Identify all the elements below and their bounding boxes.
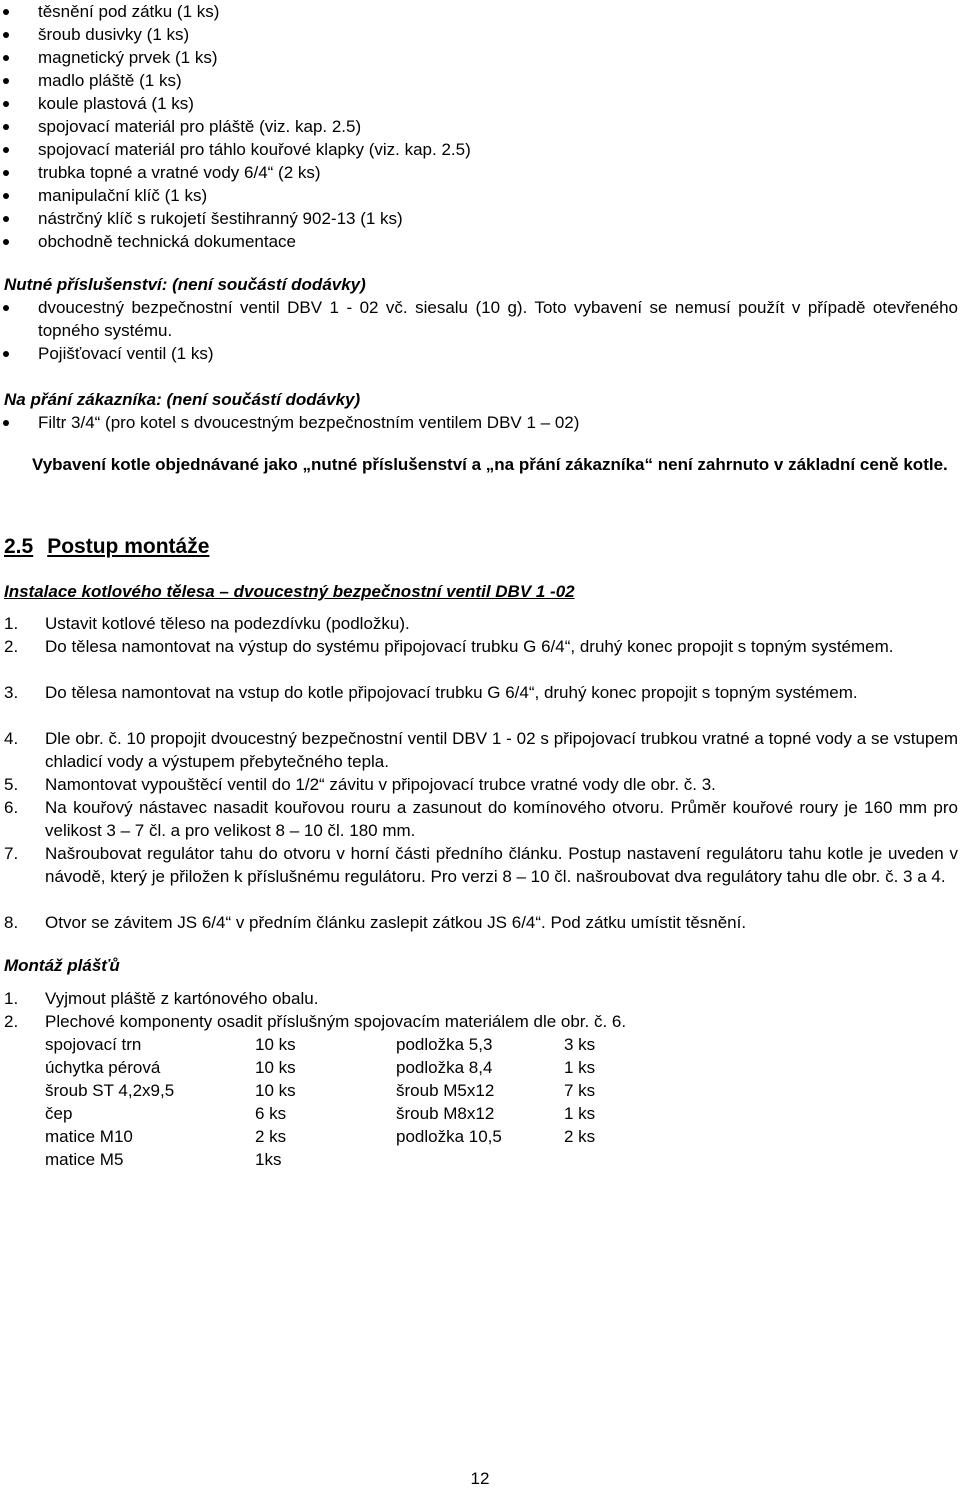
table-cell: šroub M5x12 bbox=[396, 1081, 495, 1100]
step-number: 1. bbox=[4, 989, 19, 1008]
table-cell: 10 ks bbox=[255, 1035, 296, 1054]
installation-heading: Instalace kotlového tělesa – dvoucestný bezpečnostní ventil DBV 1 -02 bbox=[4, 582, 575, 601]
table-cell: 1ks bbox=[255, 1150, 282, 1169]
page-number: 12 bbox=[470, 1469, 490, 1488]
step-number: 7. bbox=[4, 844, 19, 863]
required-accessories-heading: Nutné příslušenství: (není součástí dodávky) bbox=[4, 275, 366, 294]
table-cell: 6 ks bbox=[255, 1104, 287, 1123]
casing-heading: Montáž plášťů bbox=[4, 956, 120, 975]
list-item-text: dvoucestný bezpečnostní ventil DBV 1 - 02 vč. siesalu (10 g). Toto vybavení se nemusí použít v případě otevřeného topného systému. bbox=[38, 298, 958, 340]
bullet-icon bbox=[3, 216, 9, 222]
table-row bbox=[0, 1125, 958, 1148]
step-number: 6. bbox=[4, 798, 19, 817]
table-cell: šroub M8x12 bbox=[396, 1104, 495, 1123]
optional-accessories-heading: Na přání zákazníka: (není součástí dodávky) bbox=[4, 390, 361, 409]
table-cell: matice M10 bbox=[45, 1127, 133, 1146]
list-item-text: madlo pláště (1 ks) bbox=[38, 71, 182, 90]
step-text: Do tělesa namontovat na výstup do systému připojovací trubku G 6/4“, druhý konec propojit s topným systémem. bbox=[45, 637, 894, 656]
step-number: 4. bbox=[4, 729, 19, 748]
table-cell: 1 ks bbox=[564, 1058, 596, 1077]
table-cell: 7 ks bbox=[564, 1081, 596, 1100]
table-cell: 2 ks bbox=[564, 1127, 596, 1146]
bullet-icon bbox=[3, 147, 9, 153]
section-number: 2.5 bbox=[4, 535, 34, 558]
table-cell: 3 ks bbox=[564, 1035, 596, 1054]
list-item-text: obchodně technická dokumentace bbox=[38, 232, 297, 251]
table-cell: podložka 5,3 bbox=[396, 1035, 493, 1054]
bullet-icon bbox=[3, 55, 9, 61]
section-title: Postup montáže bbox=[47, 535, 210, 558]
list-item-text: Pojišťovací ventil (1 ks) bbox=[38, 344, 214, 363]
section-heading bbox=[4, 535, 209, 559]
bullet-icon bbox=[3, 101, 9, 107]
list-item-text: koule plastová (1 ks) bbox=[38, 94, 194, 113]
step-text: Otvor se závitem JS 6/4“ v předním článku zaslepit zátkou JS 6/4“. Pod zátku umístit těsnění. bbox=[45, 913, 747, 932]
bullet-icon bbox=[3, 124, 9, 130]
step-text: Našroubovat regulátor tahu do otvoru v horní části předního článku. Postup nastavení regulátoru tahu kotle je uveden v návodě, který je přiložen k příslušnému regulátoru. Pro verzi 8 – 10 čl. našroubovat dva regulátory tahu dle obr. č. 3 a 4. bbox=[45, 844, 958, 886]
bullet-icon bbox=[3, 9, 9, 15]
bullet-icon bbox=[3, 193, 9, 199]
table-cell: 10 ks bbox=[255, 1058, 296, 1077]
accessories-note: Vybavení kotle objednávané jako „nutné příslušenství a „na přání zákazníka“ není zahrnuto v základní ceně kotle. bbox=[32, 455, 948, 474]
step-number: 8. bbox=[4, 913, 19, 932]
bullet-icon bbox=[3, 351, 9, 357]
step-text: Dle obr. č. 10 propojit dvoucestný bezpečnostní ventil DBV 1 - 02 s připojovací trubkou vratné a topné vody a se vstupem chladicí vody a výstupem přebytečného tepla. bbox=[45, 729, 958, 771]
bullet-icon bbox=[3, 420, 9, 426]
bullet-icon bbox=[3, 78, 9, 84]
list-item-text: manipulační klíč (1 ks) bbox=[38, 186, 208, 205]
bullet-icon bbox=[3, 239, 9, 245]
table-cell: spojovací trn bbox=[45, 1035, 142, 1054]
step-number: 2. bbox=[4, 637, 19, 656]
list-item-text: nástrčný klíč s rukojetí šestihranný 902-13 (1 ks) bbox=[38, 209, 403, 228]
table-row bbox=[0, 1102, 958, 1125]
step-text: Vyjmout pláště z kartónového obalu. bbox=[45, 989, 319, 1008]
table-cell: podložka 8,4 bbox=[396, 1058, 493, 1077]
table-row bbox=[0, 1079, 958, 1102]
table-cell: šroub ST 4,2x9,5 bbox=[45, 1081, 175, 1100]
step-text: Plechové komponenty osadit příslušným spojovacím materiálem dle obr. č. 6. bbox=[45, 1012, 627, 1031]
table-cell: 1 ks bbox=[564, 1104, 596, 1123]
step-number: 3. bbox=[4, 683, 19, 702]
table-cell: 10 ks bbox=[255, 1081, 296, 1100]
table-cell: čep bbox=[45, 1104, 73, 1123]
step-number: 2. bbox=[4, 1012, 19, 1031]
list-item-text: šroub dusivky (1 ks) bbox=[38, 25, 190, 44]
list-item-text: spojovací materiál pro táhlo kouřové klapky (viz. kap. 2.5) bbox=[38, 140, 471, 159]
table-cell: matice M5 bbox=[45, 1150, 124, 1169]
step-number: 1. bbox=[4, 614, 19, 633]
list-item-text: těsnění pod zátku (1 ks) bbox=[38, 2, 220, 21]
step-text: Do tělesa namontovat na vstup do kotle připojovací trubku G 6/4“, druhý konec propojit s topným systémem. bbox=[45, 683, 858, 702]
table-cell: 2 ks bbox=[255, 1127, 287, 1146]
list-item-text: magnetický prvek (1 ks) bbox=[38, 48, 218, 67]
step-number: 5. bbox=[4, 775, 19, 794]
step-text: Namontovat vypouštěcí ventil do 1/2“ závitu v připojovací trubce vratné vody dle obr. č. 3. bbox=[45, 775, 716, 794]
table-row bbox=[0, 1148, 958, 1171]
list-item-text: Filtr 3/4“ (pro kotel s dvoucestným bezpečnostním ventilem DBV 1 – 02) bbox=[38, 413, 580, 432]
table-row bbox=[0, 1056, 958, 1079]
step-text: Na kouřový nástavec nasadit kouřovou rouru a zasunout do komínového otvoru. Průměr kouřové roury je 160 mm pro velikost 3 – 7 čl. a pro velikost 8 – 10 čl. 180 mm. bbox=[45, 798, 958, 840]
bullet-icon bbox=[3, 32, 9, 38]
bullet-icon bbox=[3, 170, 9, 176]
table-cell: úchytka pérová bbox=[45, 1058, 161, 1077]
step-text: Ustavit kotlové těleso na podezdívku (podložku). bbox=[45, 614, 410, 633]
list-item-text: spojovací materiál pro pláště (viz. kap. 2.5) bbox=[38, 117, 362, 136]
bullet-icon bbox=[3, 305, 9, 311]
table-row bbox=[0, 1033, 958, 1056]
list-item-text: trubka topné a vratné vody 6/4“ (2 ks) bbox=[38, 163, 321, 182]
table-cell: podložka 10,5 bbox=[396, 1127, 502, 1146]
